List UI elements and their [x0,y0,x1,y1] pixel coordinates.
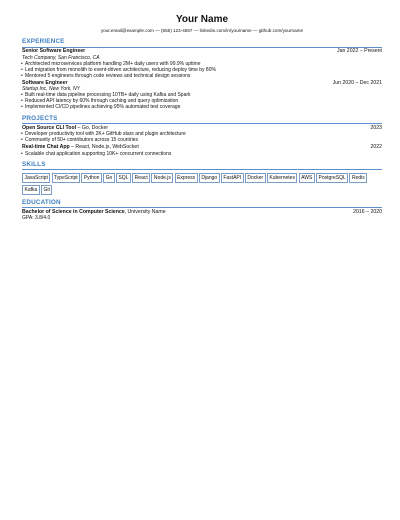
section-title-skills: SKILLS [22,161,382,171]
bullet-item: • Scalable chat application supporting 10K+ concurrent connections [22,151,382,157]
section-title-education: EDUCATION [22,199,382,209]
skill-chip: JavaScript [22,173,50,183]
skill-chip: AWS [299,173,315,183]
skill-chip: Git [41,185,52,195]
experience-list [22,48,382,110]
skill-chip: Go [103,173,115,183]
bullet-item: • Community of 50+ contributors across 15 countries [22,137,382,143]
bullet-item: • Led migration from monolith to event-driven architecture, reducing deploy time by 80% [22,67,382,73]
skill-chip: TypeScript [52,173,81,183]
resume-name: Your Name [175,14,229,25]
job-dates: Jun 2020 – Dec 2021 [332,79,382,86]
skill-chip: Python [81,173,102,183]
bullet-item: • Developer productivity tool with 2K+ GitHub stars and plugin architecture [22,131,382,137]
education-degree: Bachelor of Science in Computer Science [22,209,125,216]
education-school: , University Name [124,209,166,216]
skill-chip: Django [199,173,220,183]
skill-chip: Kafka [22,185,40,195]
skill-chip: React [132,173,150,183]
project-bullets [22,151,382,157]
bullet-item: • Built real-time data pipeline processing 10TB+ daily using Kafka and Spark [22,92,382,98]
job-title: Senior Software Engineer [22,48,86,55]
section-title-experience: EXPERIENCE [22,38,382,48]
project-name: Open Source CLI Tool [22,124,77,131]
job-company: Startup Inc, New York, NY [22,86,80,93]
contact-line: your.email@example.com — (555) 123-4567 — linkedin.com/in/yourname — github.com/yourname [100,28,304,33]
experience-entry [22,80,382,111]
job-bullets [22,61,382,79]
skill-chip: Kubernetes [267,173,298,183]
education-gpa: GPA: 3.8/4.0 [22,215,51,222]
project-bullets [22,131,382,143]
project-year: 2023 [370,124,382,131]
job-bullets [22,92,382,110]
bullet-item: • Reduced API latency by 60% through caching and query optimization [22,98,382,104]
projects-list [22,125,382,157]
skill-chip: Docker [245,173,266,183]
project-name: Real-time Chat App [22,144,70,151]
project-tech: – React, Node.js, WebSocket [69,144,139,151]
job-company: Tech Company, San Francisco, CA [22,54,100,61]
skill-chip: PostgreSQL [316,173,348,183]
project-year: 2022 [370,144,382,151]
education-dates: 2016 – 2020 [353,209,382,216]
resume-page [22,14,382,221]
project-entry [22,144,382,157]
section-title-projects: PROJECTS [22,115,382,125]
bullet-item: • Mentored 5 engineers through code reviews and technical design sessions [22,73,382,79]
bullet-item: • Architected microservices platform handling 2M+ daily users with 99.9% uptime [22,61,382,67]
project-tech: – Go, Docker [76,124,109,131]
job-dates: Jan 2022 – Present [337,48,382,55]
skill-chip: SQL [116,173,131,183]
project-entry [22,125,382,144]
job-title: Software Engineer [22,79,68,86]
bullet-item: • Implemented CI/CD pipelines achieving 95% automated test coverage [22,104,382,110]
skill-chip: Express [175,173,198,183]
skills-list [22,173,382,194]
skill-chip: Redis [349,173,367,183]
experience-entry [22,48,382,79]
education-entry [22,209,382,221]
skill-chip: Node.js [151,173,173,183]
skill-chip: FastAPI [221,173,244,183]
